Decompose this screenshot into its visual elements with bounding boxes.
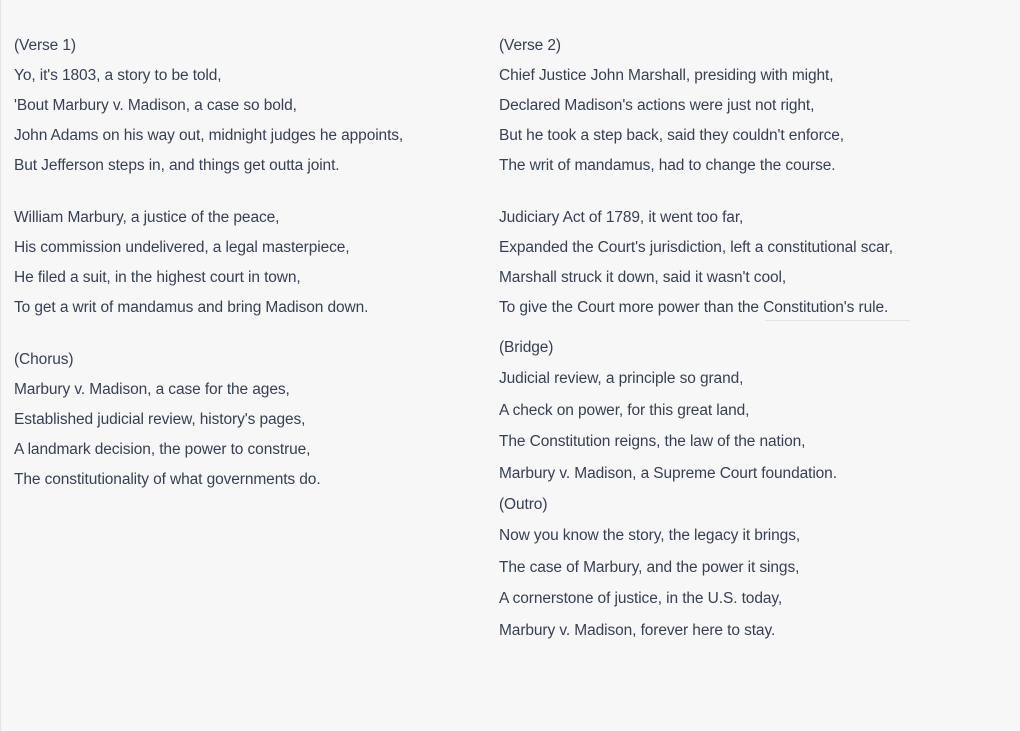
lyric-line: Expanded the Court's jurisdiction, left a constitutional scar, (499, 239, 893, 256)
lyric-line: Yo, it's 1803, a story to be told, (14, 67, 222, 84)
lyric-line: The Constitution reigns, the law of the nation, (499, 433, 806, 451)
lyric-line: Marshall struck it down, said it wasn't cool, (499, 269, 787, 286)
lyric-line: The writ of mandamus, had to change the course. (499, 157, 836, 174)
lyric-line: 'Bout Marbury v. Madison, a case so bold, (14, 97, 297, 114)
lyric-line: To get a writ of mandamus and bring Madison down. (14, 299, 369, 316)
lyric-line: He filed a suit, in the highest court in town, (14, 269, 301, 286)
lyric-line: A check on power, for this great land, (499, 401, 750, 419)
stanza-verse-2-part-2 (499, 203, 999, 323)
stanza-outro (499, 489, 999, 646)
lyric-line: The constitutionality of what governments do. (14, 471, 321, 488)
lyric-line: Declared Madison's actions were just not right, (499, 97, 815, 114)
lyric-line: But Jefferson steps in, and things get outta joint. (14, 157, 340, 174)
right-column (499, 31, 999, 646)
lyric-line: Chief Justice John Marshall, presiding with might, (499, 67, 834, 84)
stanza-verse-1 (14, 31, 484, 181)
lyric-line: Established judicial review, history's pages, (14, 411, 306, 428)
lyric-line: Marbury v. Madison, forever here to stay. (499, 621, 776, 639)
lyric-line: His commission undelivered, a legal masterpiece, (14, 239, 350, 256)
lyric-line: A landmark decision, the power to construe, (14, 441, 311, 458)
stanza-verse-2 (499, 31, 999, 181)
section-heading: (Chorus) (14, 351, 74, 368)
right-lower-sections (499, 332, 999, 646)
section-heading: (Bridge) (499, 339, 554, 356)
section-heading: (Verse 2) (499, 37, 561, 54)
section-heading: (Verse 1) (14, 37, 76, 54)
lyric-line: Marbury v. Madison, a case for the ages, (14, 381, 290, 398)
lyric-line (499, 293, 999, 323)
stanza-chorus (14, 345, 484, 495)
lyric-line: John Adams on his way out, midnight judges he appoints, (14, 127, 404, 144)
lyric-line: Judicial review, a principle so grand, (499, 370, 744, 388)
section-heading: (Outro) (499, 496, 548, 514)
lyric-line: Now you know the story, the legacy it brings, (499, 527, 801, 545)
lyric-line: William Marbury, a justice of the peace, (14, 209, 280, 226)
lyric-line-text: To give the Court more power than the Constitution's rule. (499, 293, 888, 323)
lyric-line: Judiciary Act of 1789, it went too far, (499, 209, 744, 226)
stanza-bridge (499, 332, 999, 489)
lyric-line: The case of Marbury, and the power it sings, (499, 558, 800, 576)
lyric-line: A cornerstone of justice, in the U.S. today, (499, 590, 783, 608)
stanza-verse-1-part-2 (14, 203, 484, 323)
left-column (14, 31, 484, 495)
lyric-line: Marbury v. Madison, a Supreme Court foundation. (499, 464, 837, 482)
lyric-line: But he took a step back, said they couldn't enforce, (499, 127, 845, 144)
